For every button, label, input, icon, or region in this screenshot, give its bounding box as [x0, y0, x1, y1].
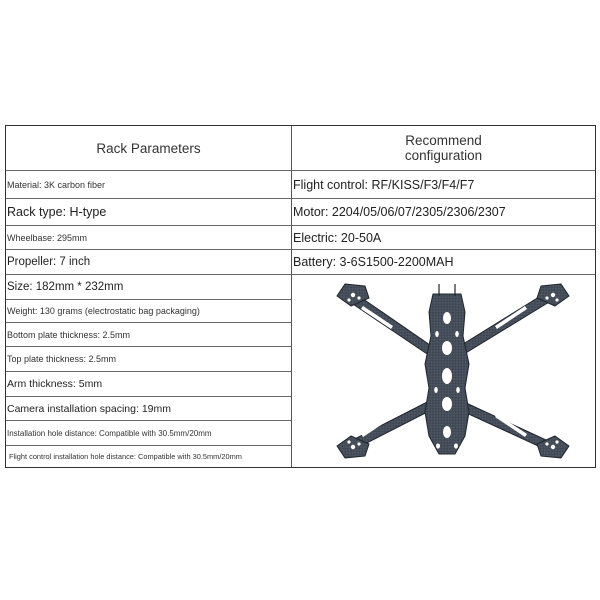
param-wheelbase: Wheelbase: 295mm	[7, 232, 88, 243]
recommend-configuration-header	[292, 126, 595, 170]
param-flight-control-hole: Flight control installation hole distance: Compatible with 30.5mm/20mm	[9, 452, 242, 461]
param-weight: Weight: 130 grams (electrostatic bag packaging)	[7, 306, 200, 316]
recommend-header-line-2: configuration	[404, 148, 483, 163]
rack-parameters-header: Rack Parameters	[96, 140, 201, 156]
config-flight-control: Flight control: RF/KISS/F3/F4/F7	[293, 177, 475, 192]
config-battery: Battery: 3-6S1500-2200MAH	[293, 255, 454, 269]
drone-frame-image	[293, 276, 595, 467]
param-propeller: Propeller: 7 inch	[7, 256, 91, 268]
param-size: Size: 182mm * 232mm	[7, 281, 124, 293]
parameter-table	[5, 125, 596, 468]
param-bottom-plate: Bottom plate thickness: 2.5mm	[7, 329, 131, 340]
param-top-plate: Top plate thickness: 2.5mm	[7, 354, 117, 364]
recommend-header-line-1: Recommend	[405, 133, 482, 148]
param-install-hole: Installation hole distance: Compatible with 30.5mm/20mm	[7, 428, 212, 438]
param-camera-spacing: Camera installation spacing: 19mm	[7, 402, 171, 415]
config-electric: Electric: 20-50A	[293, 230, 382, 245]
param-arm-thickness: Arm thickness: 5mm	[7, 378, 103, 390]
config-motor: Motor: 2204/05/06/07/2305/2306/2307	[293, 205, 506, 219]
param-material: Material: 3K carbon fiber	[7, 179, 106, 190]
param-rack-type: Rack type: H-type	[7, 205, 107, 219]
